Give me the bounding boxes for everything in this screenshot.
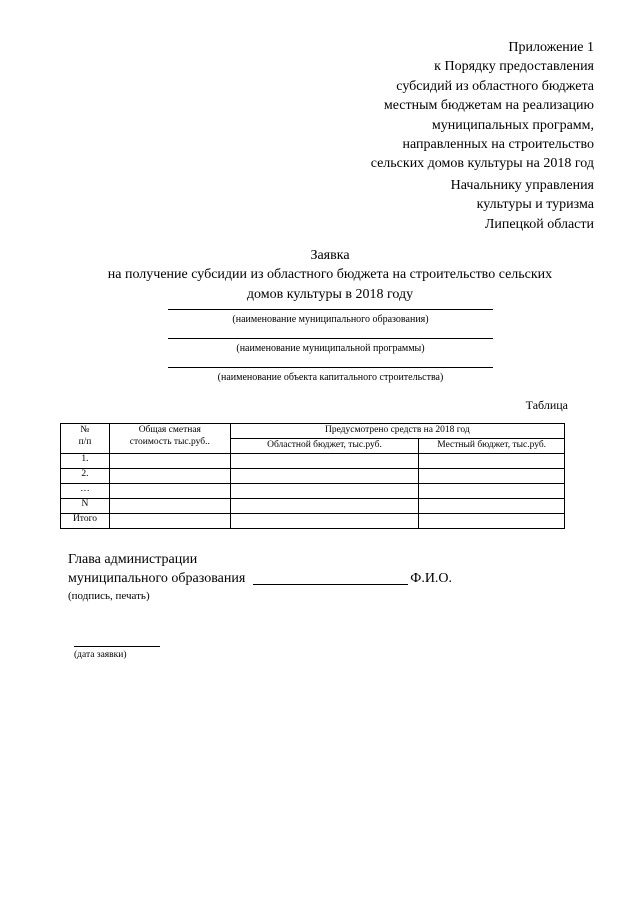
table-row <box>61 484 565 499</box>
table-cell[interactable] <box>230 469 419 484</box>
fill-line <box>168 309 493 310</box>
municipality-field[interactable] <box>168 309 493 326</box>
addressee-block <box>451 176 594 234</box>
table-header-row <box>61 424 565 439</box>
appendix-line: сельских домов культуры на 2018 год <box>370 156 594 172</box>
addressee-line: культуры и туризма <box>476 197 594 213</box>
header-total-cost-line: стоимость тыс.руб.. <box>129 437 210 447</box>
addressee-line: Липецкой области <box>484 216 594 232</box>
table-cell[interactable] <box>230 484 419 499</box>
date-field[interactable] <box>74 646 160 647</box>
table-cell[interactable] <box>109 454 230 469</box>
appendix-line: направленных на строительство <box>402 137 594 153</box>
appendix-line: муниципальных программ, <box>431 117 594 133</box>
document-title <box>60 246 600 304</box>
title-subtitle-line: на получение субсидии из областного бюджета на строительство сельских <box>107 267 553 283</box>
date-block <box>74 646 160 660</box>
header-num-line: п/п <box>78 437 92 447</box>
table-cell[interactable] <box>419 454 565 469</box>
table-cell[interactable] <box>109 499 230 514</box>
appendix-line: субсидий из областного бюджета <box>396 78 594 94</box>
table-cell[interactable] <box>230 514 419 529</box>
row-number: N <box>61 499 110 514</box>
signature-field[interactable] <box>253 584 408 585</box>
title-subtitle-line: домов культуры в 2018 году <box>246 286 414 302</box>
table-row <box>61 469 565 484</box>
table-row <box>61 454 565 469</box>
header-provided: Предусмотрено средств на 2018 год <box>230 424 564 439</box>
subsidy-table <box>60 423 565 529</box>
table-row-total <box>61 514 565 529</box>
table-cell[interactable] <box>109 469 230 484</box>
appendix-line: местным бюджетам на реализацию <box>383 98 594 114</box>
table-caption: Таблица <box>525 398 568 412</box>
object-field-caption: (наименование объекта капитального строительства) <box>217 372 444 383</box>
header-total-cost-line: Общая сметная <box>138 425 201 435</box>
signature-fio: Ф.И.О. <box>410 571 453 586</box>
table-cell[interactable] <box>230 454 419 469</box>
fill-line <box>168 338 493 339</box>
table-cell[interactable] <box>230 499 419 514</box>
header-local: Местный бюджет, тыс.руб. <box>419 439 565 454</box>
header-num <box>61 424 110 454</box>
object-field[interactable] <box>168 367 493 384</box>
signature-note: (подпись, печать) <box>68 590 150 602</box>
row-number: … <box>61 484 110 499</box>
table-cell[interactable] <box>109 484 230 499</box>
header-num-line: № <box>80 425 90 435</box>
program-field[interactable] <box>168 338 493 355</box>
date-caption: (дата заявки) <box>74 650 127 660</box>
appendix-line: Приложение 1 <box>508 40 594 55</box>
title-heading: Заявка <box>310 248 350 263</box>
header-total-cost <box>109 424 230 454</box>
fill-line <box>168 367 493 368</box>
table-cell[interactable] <box>419 514 565 529</box>
table-cell[interactable] <box>419 499 565 514</box>
appendix-block <box>371 38 594 174</box>
table-cell[interactable] <box>109 514 230 529</box>
row-number: 1. <box>61 454 110 469</box>
row-number: Итого <box>61 514 110 529</box>
program-field-caption: (наименование муниципальной программы) <box>236 343 425 354</box>
signature-block <box>68 550 452 604</box>
signature-title-cont: муниципального образования <box>68 571 246 586</box>
table-cell[interactable] <box>419 469 565 484</box>
header-regional: Областной бюджет, тыс.руб. <box>230 439 419 454</box>
signature-row <box>68 569 452 588</box>
signature-title: Глава администрации <box>68 552 198 567</box>
row-number: 2. <box>61 469 110 484</box>
table-row <box>61 499 565 514</box>
table-cell[interactable] <box>419 484 565 499</box>
addressee-line: Начальнику управления <box>450 178 594 193</box>
appendix-line: к Порядку предоставления <box>434 59 594 75</box>
municipality-field-caption: (наименование муниципального образования) <box>232 314 429 325</box>
